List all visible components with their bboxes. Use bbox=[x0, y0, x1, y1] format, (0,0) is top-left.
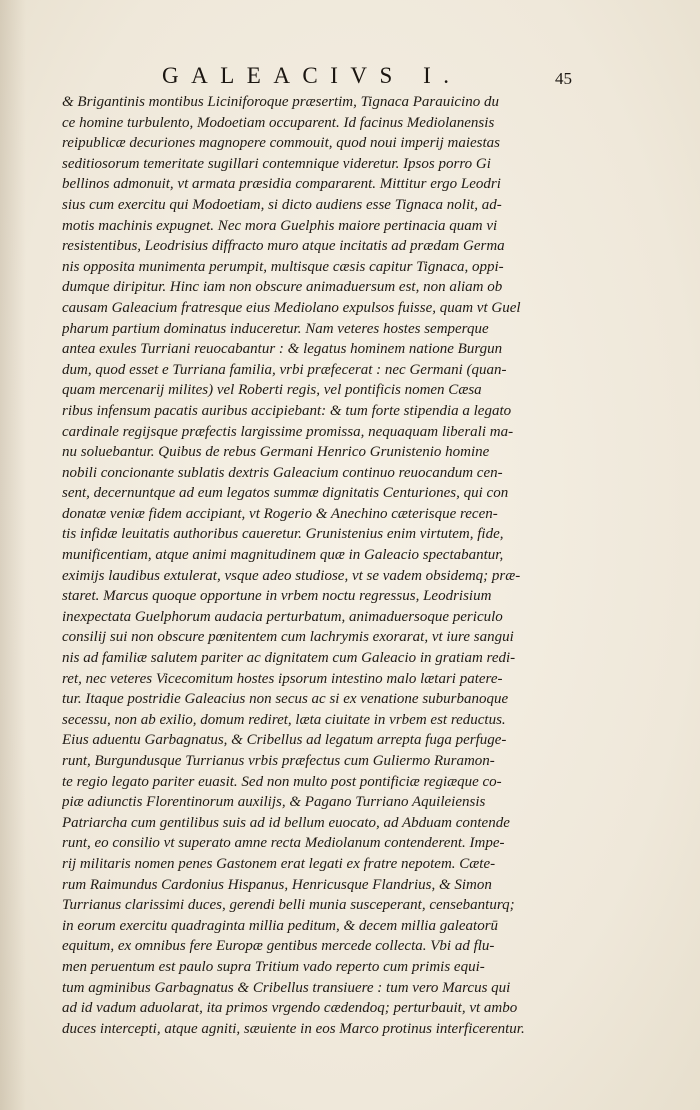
text-line: equitum, ex omnibus fere Europæ gentibus mercede collecta. Vbi ad flu- bbox=[62, 938, 495, 955]
text-line: runt, Burgundusque Turrianus vrbis præfectus cum Guliermo Ruramon- bbox=[62, 753, 495, 769]
running-head bbox=[62, 61, 572, 91]
binding-shadow bbox=[0, 0, 26, 1110]
text-line: dum, quod esset e Turriana familia, vrbi præfecerat : nec Germani (quan- bbox=[62, 361, 507, 378]
text-line: te regio legato pariter euasit. Sed non multo post pontificiæ regiæque co- bbox=[62, 773, 502, 790]
text-line: ret, nec veteres Vicecomitum hostes ipsorum intestino malo lætari patere- bbox=[62, 670, 503, 687]
text-line: sent, decernuntque ad eum legatos summæ dignitatis Centuriones, qui con bbox=[62, 485, 509, 502]
text-line: consilij sui non obscure pœnitentem cum lachrymis exorarat, vt iure sangui bbox=[62, 629, 514, 646]
text-line: sius cum exercitu qui Modoetiam, si dicto audiens esse Tignaca nolit, ad- bbox=[62, 196, 502, 213]
body-text bbox=[62, 92, 574, 1039]
text-line: Turrianus clarissimi duces, gerendi belli munia susceperant, censebanturq; bbox=[62, 897, 515, 914]
text-line: secessu, non ab exilio, domum rediret, læta ciuitate in vrbem est reductus. bbox=[62, 711, 506, 728]
text-line: resistentibus, Leodrisius diffracto muro atque incitatis ad prædam Germa bbox=[62, 238, 505, 255]
text-line: staret. Marcus quoque opportune in vrbem noctu regressus, Leodrisium bbox=[62, 588, 492, 605]
text-line: munificentiam, atque animi magnitudinem quæ in Galeacio spectabantur, bbox=[62, 547, 504, 564]
text-line: reipublicæ decuriones magnopere commouit, quod noui imperij maiestas bbox=[62, 135, 501, 152]
text-line: duces intercepti, atque agniti, sæuiente in eos Marco protinus interficerentur. bbox=[62, 1020, 525, 1037]
text-line: rij militaris nomen penes Gastonem erat legati ex fratre nepotem. Cæte- bbox=[62, 855, 496, 872]
text-line: tur. Itaque postridie Galeacius non secus ac si ex venatione suburbanoque bbox=[62, 691, 509, 708]
text-line: inexpectata Guelphorum audacia perturbatum, animaduersoque periculo bbox=[62, 608, 503, 625]
text-line: ce homine turbulento, Modoetiam occuparent. Id facinus Mediolanensis bbox=[62, 114, 495, 131]
text-line: seditiosorum temeritate sugillari contemnique videretur. Ipsos porro Gi bbox=[62, 155, 491, 172]
page-number: 45 bbox=[555, 69, 572, 88]
text-line: rum Raimundus Cardonius Hispanus, Henricusque Flandrius, & Simon bbox=[62, 876, 492, 893]
text-line: motis machinis expugnet. Nec mora Guelphis maiore pertinacia quam vi bbox=[62, 217, 498, 234]
text-line: Patriarcha cum gentilibus suis ad id bellum euocato, ad Abduam contende bbox=[62, 814, 510, 831]
text-line: quam mercenarij milites) vel Roberti regis, vel pontificis nomen Cæsa bbox=[62, 382, 482, 399]
text-line: donatæ veniæ fidem accipiant, vt Rogerio & Anechino cæterisque recen- bbox=[62, 505, 498, 522]
text-line: runt, eo consilio vt superato amne recta Mediolanum contenderent. Impe- bbox=[62, 835, 505, 852]
text-line: ad id vadum aduolarat, ita primos vrgendo cædendoq; perturbauit, vt ambo bbox=[62, 1000, 518, 1017]
text-line: Eius aduentu Garbagnatus, & Cribellus ad legatum arrepta fuga perfuge- bbox=[62, 732, 507, 749]
text-line: pharum partium dominatus induceretur. Nam veteres hostes semperque bbox=[62, 320, 489, 337]
text-line: nis ad familiæ salutem pariter ac dignitatem cum Galeacio in gratiam redi- bbox=[62, 650, 516, 667]
text-line: causam Galeacium fratresque eius Mediolano expulsos fuisse, quam vt Guel bbox=[62, 299, 521, 316]
text-line: antea exules Turriani reuocabantur : & legatus hominem natione Burgun bbox=[62, 341, 503, 358]
text-line: nu soluebantur. Quibus de rebus Germani Henrico Grunistenio homine bbox=[62, 444, 490, 461]
text-line: ribus infensum pacatis auribus accipiebant: & tum forte stipendia a legato bbox=[62, 402, 512, 419]
text-line: men peruentum est paulo supra Tritium vado reperto cum primis equi- bbox=[62, 958, 485, 975]
text-line: nis opposita munimenta perumpit, multisque cæsis capitur Tignaca, oppi- bbox=[62, 258, 504, 275]
text-line: eximijs laudibus extulerat, vsque adeo studiose, vt se vadem obsidemq; præ- bbox=[62, 567, 521, 584]
text-line: bellinos admonuit, vt armata præsidia compararent. Mittitur ergo Leodri bbox=[62, 176, 501, 193]
text-line: dumque diripitur. Hinc iam non obscure animaduersum est, non aliam ob bbox=[62, 279, 503, 296]
text-line: in eorum exercitu quadraginta millia peditum, & decem millia galeatorū bbox=[62, 917, 499, 934]
text-line: piæ adiunctis Florentinorum auxilijs, & Pagano Turriano Aquileiensis bbox=[62, 794, 486, 811]
text-line: tis infidæ leuitatis authoribus caueretur. Grunistenius enim virtutem, fide, bbox=[62, 526, 504, 543]
running-title: GALEACIVS I. bbox=[162, 63, 462, 88]
text-line: cardinale regijsque præfectis largissime promissa, nequaquam liberali ma- bbox=[62, 423, 514, 440]
text-line: & Brigantinis montibus Liciniforoque præsertim, Tignaca Parauicino du bbox=[62, 94, 499, 110]
text-line: nobili concionante sublatis dextris Galeacium continuo reuocandum cen- bbox=[62, 464, 503, 481]
text-line: tum agminibus Garbagnatus & Cribellus transiuere : tum vero Marcus qui bbox=[62, 979, 511, 996]
